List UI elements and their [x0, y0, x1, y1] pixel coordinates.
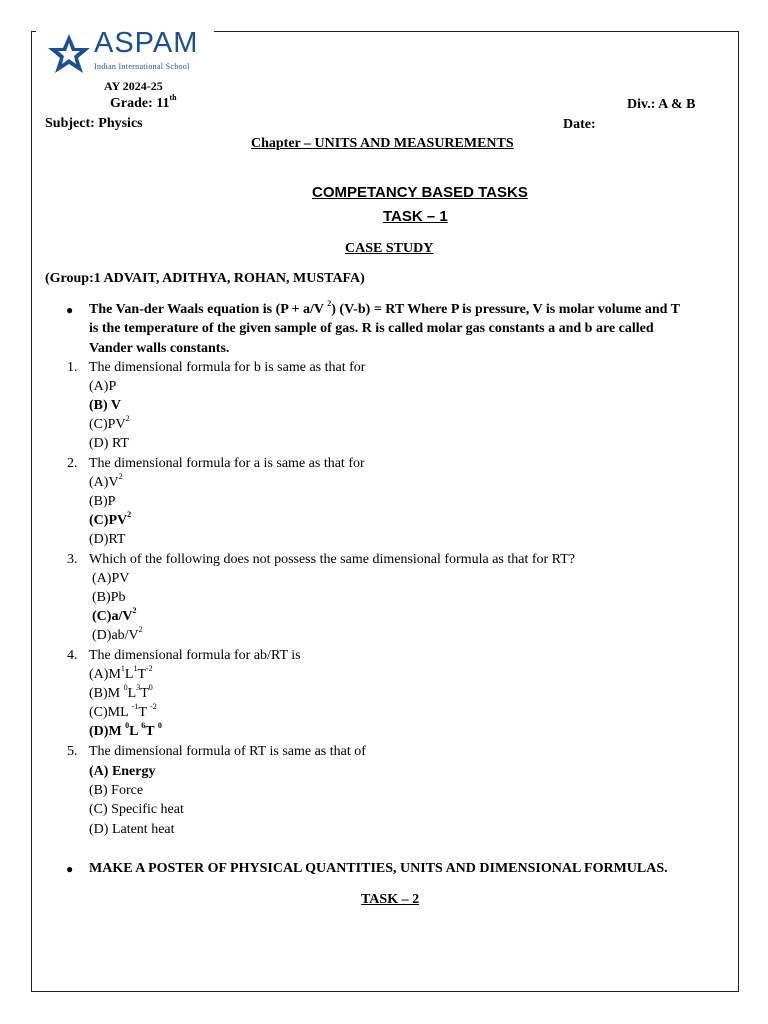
- q2-option-c: $(C)PV^2$: [89, 510, 132, 528]
- group-members: (Group:1 ADVAIT, ADITHYA, ROHAN, MUSTAFA): [45, 271, 365, 286]
- question-1: 1. The dimensional formula for b is same as that for: [67, 360, 366, 375]
- date-label: Date:: [563, 117, 596, 132]
- q3-option-c: $(C)a/V^2$: [92, 606, 137, 624]
- logo-tagline: Indian International School: [94, 62, 190, 71]
- q3-option-b: (B)Pb: [92, 590, 126, 605]
- star-logo-icon: [46, 31, 92, 77]
- academic-year: AY 2024-25: [104, 79, 163, 93]
- poster-task: MAKE A POSTER OF PHYSICAL QUANTITIES, UNITS AND DIMENSIONAL FORMULAS.: [89, 861, 668, 876]
- logo-name: ASPAM: [94, 27, 199, 59]
- q5-option-c: (C) Specific heat: [89, 802, 184, 817]
- question-2: 2. The dimensional formula for a is same as that for: [67, 456, 365, 471]
- q4-option-d: (D)M $^0$L $^6$T $^0$: [89, 721, 162, 739]
- page-border: [31, 31, 739, 992]
- q1-option-a: (A)P: [89, 379, 117, 394]
- q1-option-d: (D) RT: [89, 436, 129, 451]
- question-4: 4. The dimensional formula for ab/RT is: [67, 648, 301, 663]
- bullet-icon: ●: [66, 862, 74, 876]
- intro-line-2: is the temperature of the given sample of gas. R is called molar gas constants a and b are called: [89, 321, 654, 336]
- q1-option-b: (B) V: [89, 398, 122, 413]
- q5-option-a: (A) Energy: [89, 764, 156, 779]
- intro-line-1: The Van-der Waals equation is (P + a/V $^2$) (V-b) = RT Where P is pressure, V is molar volume and T: [89, 299, 680, 317]
- case-study-title: CASE STUDY: [345, 241, 434, 256]
- q4-option-b: (B)M $^0L^3T^0$: [89, 683, 153, 701]
- chapter-title: Chapter – UNITS AND MEASUREMENTS: [251, 136, 514, 151]
- q4-option-a: $(A)M^1L^1T^{-2}$: [89, 664, 153, 682]
- q2-option-a: $(A)V^2$: [89, 472, 123, 490]
- division: Div.: A & B: [627, 97, 696, 112]
- q4-option-c: (C)ML $^{-1}$T $^{-2}$: [89, 702, 157, 720]
- school-logo: [46, 27, 214, 79]
- question-3: 3. Which of the following does not possess the same dimensional formula as that for RT?: [67, 552, 575, 567]
- grade: Grade: 11th: [110, 93, 177, 111]
- q5-option-b: (B) Force: [89, 783, 144, 798]
- intro-line-3: Vander walls constants.: [89, 341, 230, 356]
- q2-option-d: (D)RT: [89, 532, 126, 547]
- q1-option-c: $(C)PV^2$: [89, 414, 130, 432]
- subject: Subject: Physics: [45, 116, 143, 131]
- q5-option-d: (D) Latent heat: [89, 822, 175, 837]
- task2-title: TASK – 2: [361, 892, 420, 907]
- question-5: 5. The dimensional formula of RT is same as that of: [67, 744, 366, 759]
- section-title: COMPETANCY BASED TASKS: [312, 184, 528, 201]
- task1-title: TASK – 1: [383, 208, 448, 225]
- q3-option-a: (A)PV: [92, 571, 130, 586]
- bullet-icon: ●: [66, 303, 74, 317]
- q3-option-d: $(D)ab/V^2$: [92, 625, 143, 643]
- q2-option-b: (B)P: [89, 494, 116, 509]
